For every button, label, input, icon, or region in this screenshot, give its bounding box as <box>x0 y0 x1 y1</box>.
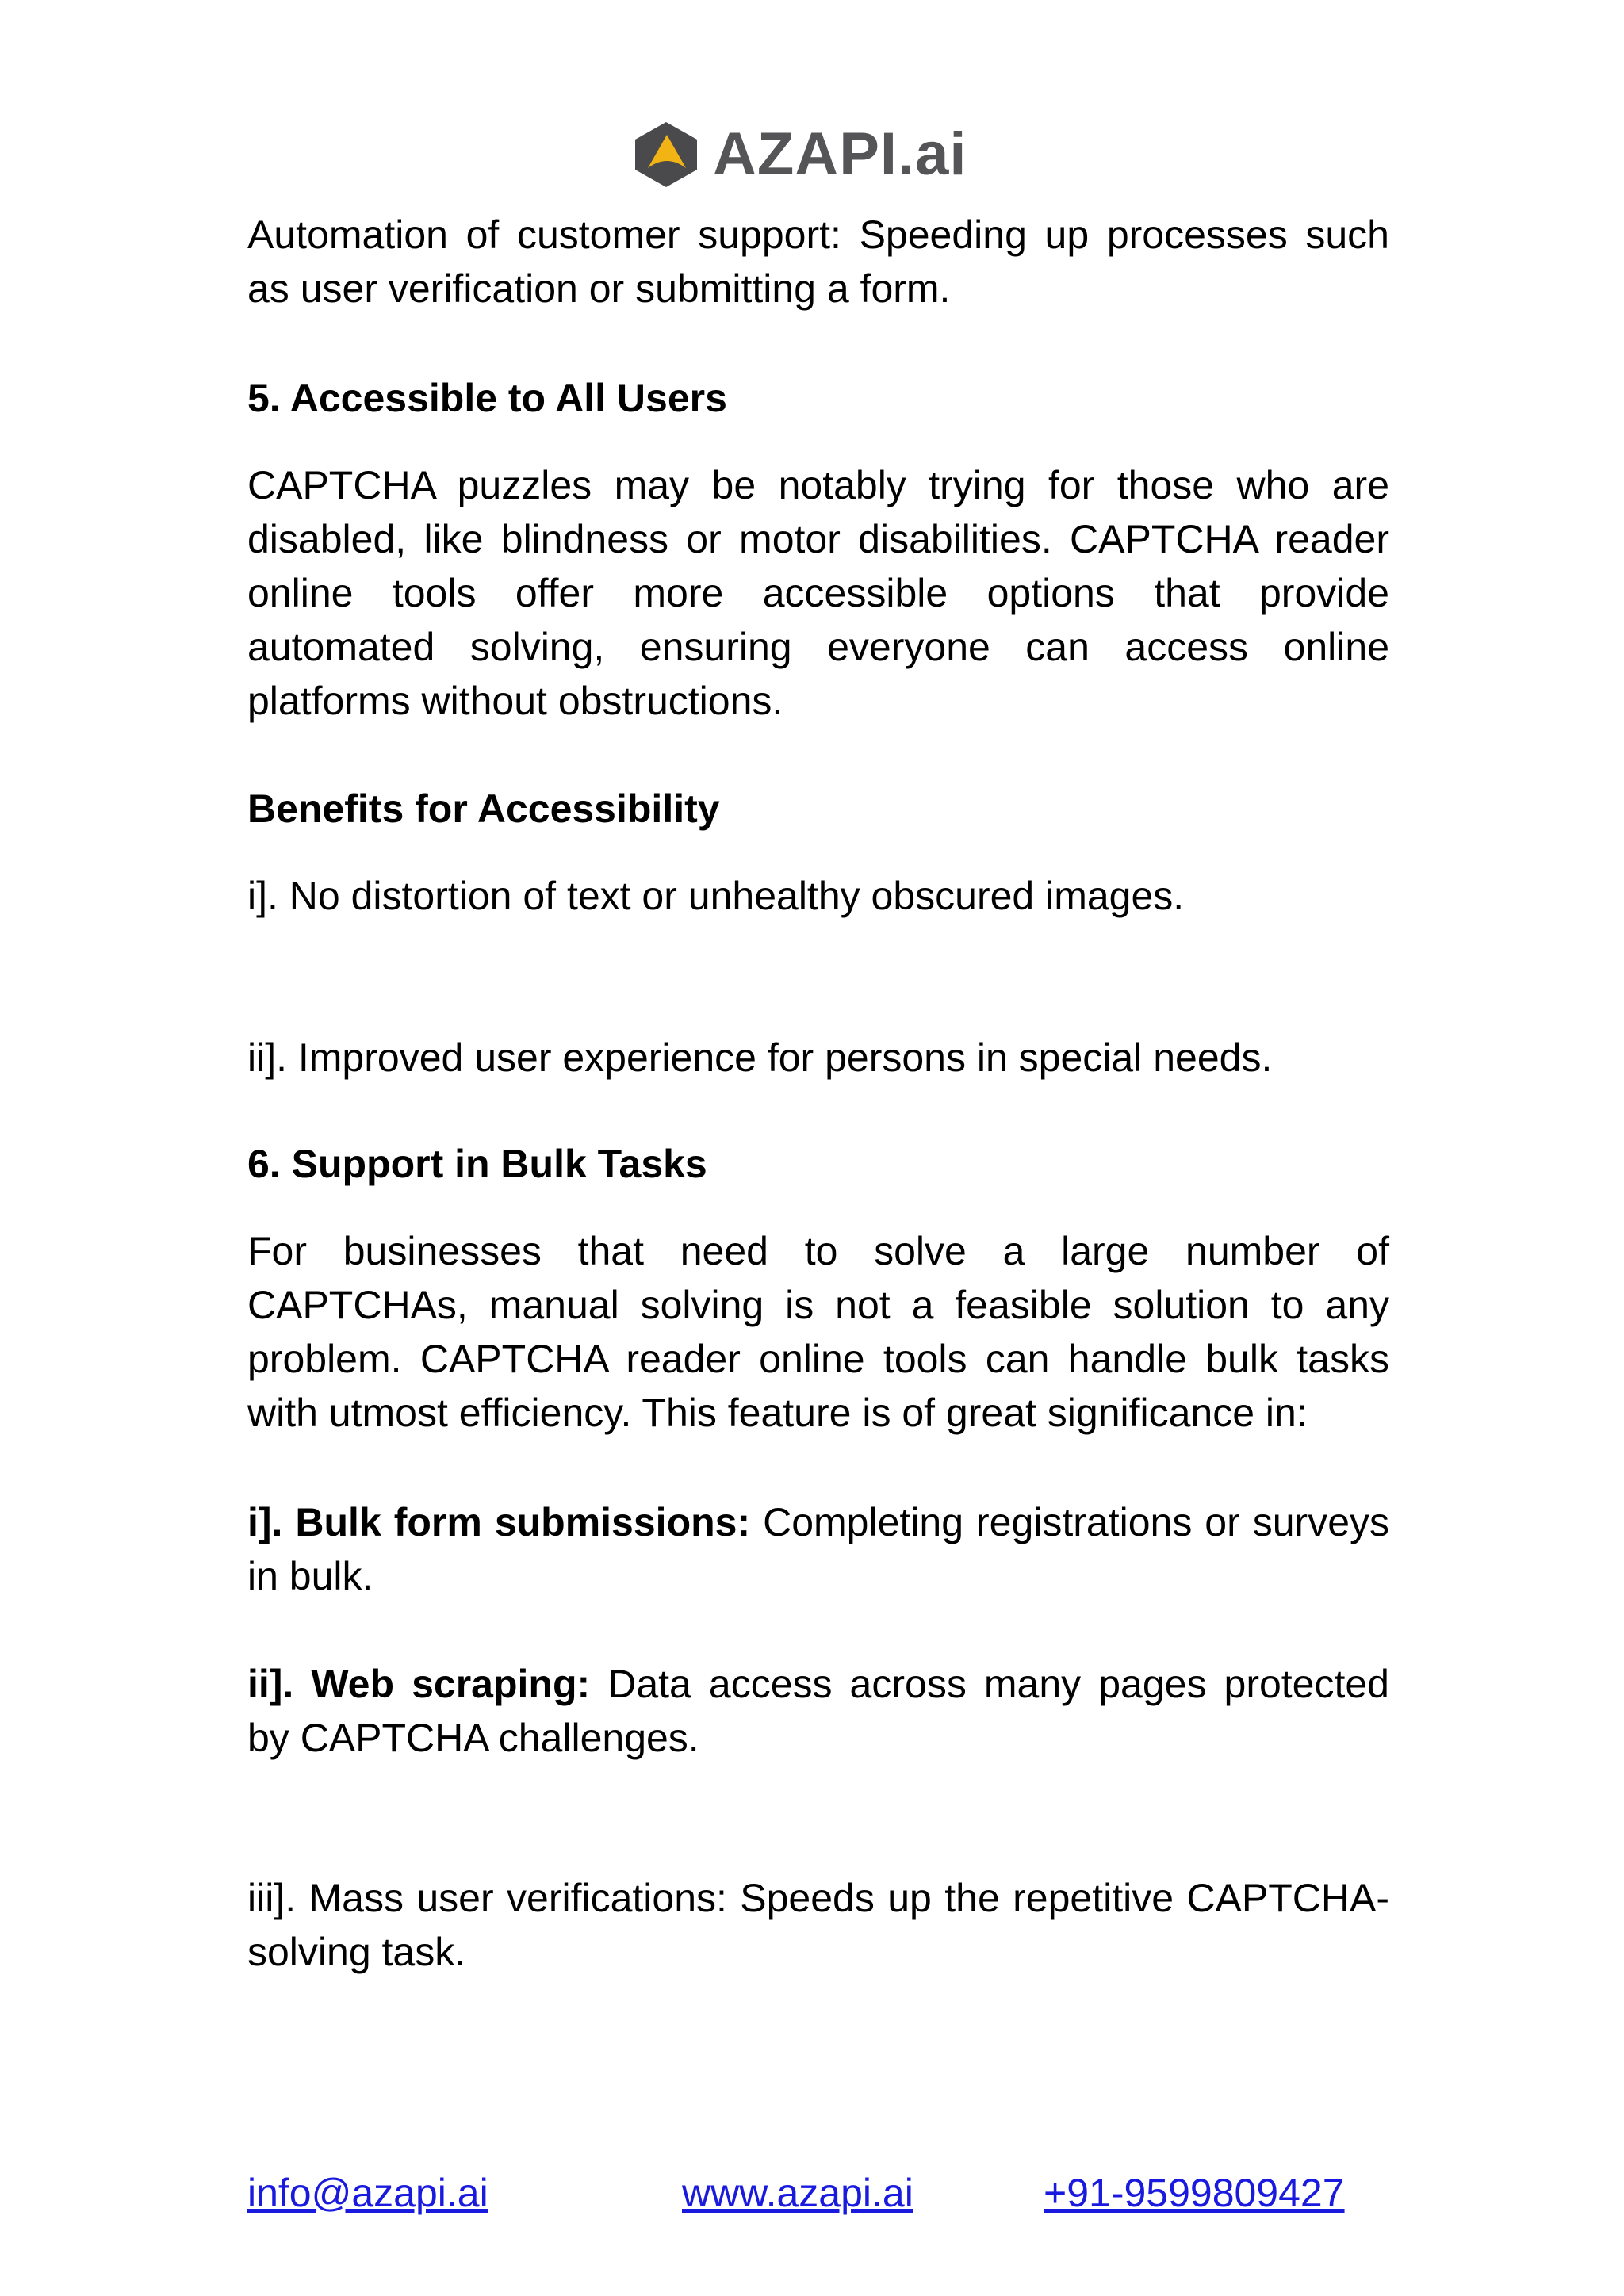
section-5-paragraph: CAPTCHA puzzles may be notably trying for those who are disabled, like blindness or motor disabilities. CAPTCHA reader online tools offer more accessible options that provide automated solving, ensuring everyone can access online platforms without obstructions. <box>247 463 1389 723</box>
bulk-item <box>247 1495 1389 1603</box>
bulk-item-label: i]. Bulk form submissions: <box>247 1500 751 1544</box>
phone-link[interactable]: +91-9599809427 <box>1044 2171 1345 2215</box>
benefits-heading: Benefits for Accessibility <box>247 786 720 831</box>
bulk-item-text: iii]. Mass user verifications: Speeds up the repetitive CAPTCHA-solving task. <box>247 1876 1389 1974</box>
section-6-paragraph: For businesses that need to solve a large number of CAPTCHAs, manual solving is not a feasible solution to any problem. CAPTCHA reader online tools can handle bulk tasks with utmost efficiency. This feature is of great significance in: <box>247 1229 1389 1435</box>
bulk-item-text: Data access across many pages protected by CAPTCHA challenges. <box>247 1662 1389 1760</box>
azapi-logo <box>630 119 967 190</box>
intro-paragraph: Automation of customer support: Speeding up processes such as user verification or submitting a form. <box>247 212 1389 311</box>
bulk-item-text: Completing registrations or surveys in bulk. <box>247 1500 1389 1598</box>
section-5-heading: 5. Accessible to All Users <box>247 376 727 420</box>
azapi-logo-mark-icon <box>630 119 702 190</box>
benefit-item: ii]. Improved user experience for persons in special needs. <box>247 1035 1273 1080</box>
bulk-item <box>247 1871 1389 1979</box>
bulk-item <box>247 1657 1389 1765</box>
website-link[interactable]: www.azapi.ai <box>682 2171 914 2215</box>
logo-name: AZAPI <box>713 121 898 188</box>
section-6-heading: 6. Support in Bulk Tasks <box>247 1142 707 1186</box>
benefit-item: i]. No distortion of text or unhealthy obscured images. <box>247 874 1185 918</box>
email-link[interactable]: info@azapi.ai <box>247 2171 488 2215</box>
logo-suffix: .ai <box>898 121 967 188</box>
logo-wordmark <box>713 119 967 190</box>
bulk-item-label: ii]. Web scraping: <box>247 1662 591 1706</box>
